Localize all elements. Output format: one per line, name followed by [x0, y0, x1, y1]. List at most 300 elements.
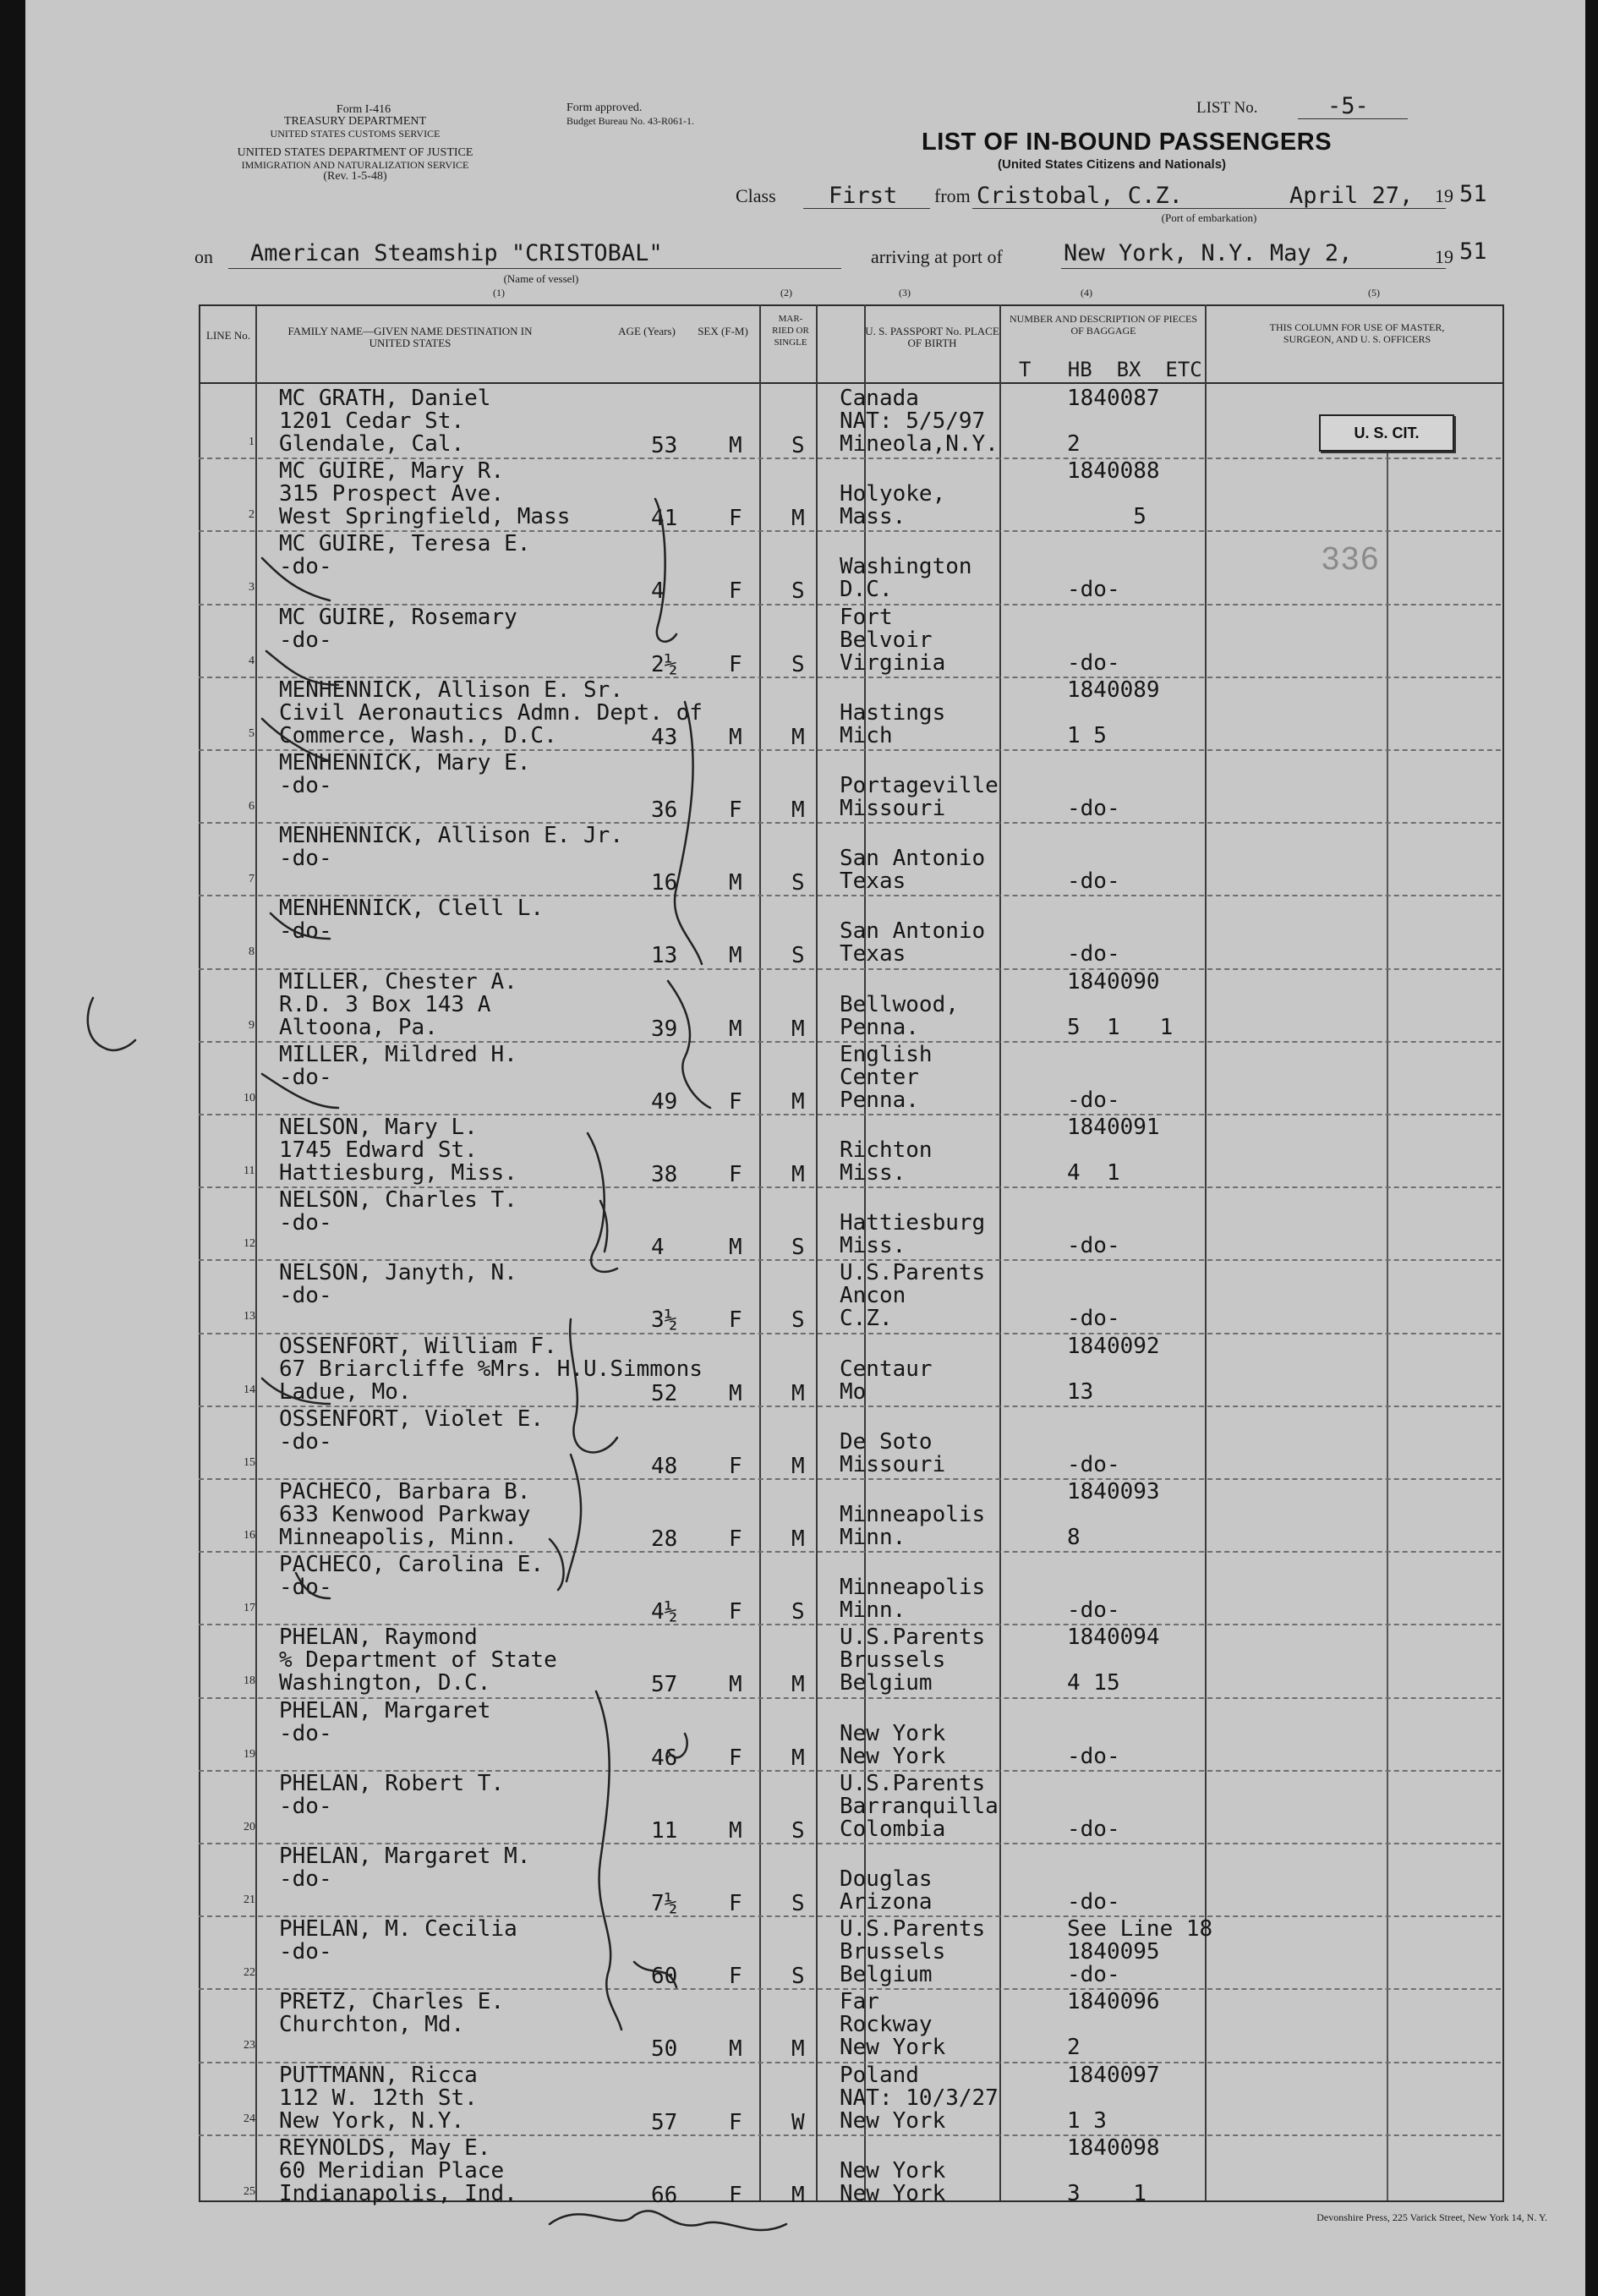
passenger-age: 50: [651, 2036, 678, 2063]
passenger-name-line: -do-: [279, 1575, 332, 1601]
passenger-age: 53: [651, 433, 678, 458]
passenger-name-line: 315 Prospect Ave.: [279, 481, 505, 507]
passenger-name-line: R.D. 3 Box 143 A: [279, 991, 491, 1017]
passenger-sex: F: [729, 1088, 742, 1115]
birthplace-line: NAT: 5/5/97: [840, 408, 986, 434]
passenger-age: 36: [651, 797, 678, 823]
birthplace-line: Penna.: [840, 1087, 919, 1113]
marital-status: S: [791, 1235, 805, 1261]
col-header-passport: U. S. PASSPORT No. PLACE OF BIRTH: [865, 325, 999, 349]
birthplace-line: Texas: [840, 869, 906, 895]
birthplace-line: Belgium: [840, 1962, 933, 1988]
baggage-line: -do-: [1067, 1451, 1120, 1477]
passenger-name-line: Minneapolis, Minn.: [279, 1525, 517, 1550]
birthplace-line: Brussels: [840, 1647, 946, 1674]
birthplace-line: U.S.Parents: [840, 1260, 986, 1286]
passenger-name-line: NELSON, Janyth, N.: [279, 1260, 517, 1286]
birthplace-line: NAT: 10/3/27: [840, 2085, 999, 2111]
passenger-name-line: Ladue, Mo.: [279, 1378, 412, 1405]
col-header-sex: SEX (F-M): [698, 325, 748, 337]
col-header-age: AGE (Years): [618, 325, 676, 337]
baggage-line: 1840098: [1067, 2134, 1160, 2161]
line-number: 13: [244, 1310, 255, 1323]
passenger-name-line: New York, N.Y.: [279, 2107, 465, 2134]
baggage-line: -do-: [1067, 577, 1120, 603]
ins-service: IMMIGRATION AND NATURALIZATION SERVICE: [241, 159, 469, 171]
passenger-age: 13: [651, 943, 678, 969]
revision: (Rev. 1-5-48): [323, 170, 387, 183]
birthplace-line: U.S.Parents: [840, 1770, 986, 1796]
marital-status: S: [791, 1891, 805, 1916]
passenger-age: 3½: [651, 1307, 678, 1334]
birthplace-line: Missouri: [840, 1451, 946, 1477]
passenger-sex: M: [729, 2036, 742, 2063]
passenger-name-line: West Springfield, Mass: [279, 504, 571, 530]
marital-status: S: [791, 1817, 805, 1844]
birthplace-line: Rockway: [840, 2012, 933, 2038]
baggage-line: 5 1 1: [1067, 1014, 1174, 1040]
document-subtitle: (United States Citizens and Nationals): [998, 157, 1227, 172]
justice-dept: UNITED STATES DEPARTMENT OF JUSTICE: [237, 146, 473, 159]
baggage-line: 1840088: [1067, 458, 1160, 485]
passenger-name-line: OSSENFORT, William F.: [279, 1333, 557, 1359]
birthplace-line: New York: [840, 2107, 946, 2134]
birthplace-line: C.Z.: [840, 1306, 893, 1332]
stamp-text: U. S. CIT.: [1354, 424, 1420, 441]
col-num-5: (5): [1368, 287, 1380, 299]
baggage-line: 4 1: [1067, 1160, 1120, 1186]
passenger-name-line: Churchton, Md.: [279, 2012, 465, 2038]
birthplace-line: Washington: [840, 554, 972, 580]
baggage-line: See Line 18: [1067, 1916, 1213, 1943]
passenger-age: 2½: [651, 651, 678, 677]
passenger-sex: F: [729, 506, 742, 532]
passenger-name-line: PHELAN, Margaret: [279, 1697, 491, 1723]
line-number: 18: [244, 1674, 255, 1688]
passenger-name-line: PHELAN, Raymond: [279, 1625, 478, 1651]
passenger-name-line: 1745 Edward St.: [279, 1137, 478, 1163]
passenger-name-line: PRETZ, Charles E.: [279, 1989, 505, 2015]
line-number: 24: [244, 2112, 255, 2125]
birthplace-line: Colombia: [840, 1816, 946, 1842]
passenger-name-line: NELSON, Charles T.: [279, 1187, 517, 1214]
marital-status: M: [791, 1453, 805, 1479]
form-approved: Form approved.: [566, 101, 643, 114]
line-number: 12: [244, 1237, 255, 1251]
birthplace-line: Mass.: [840, 504, 906, 530]
baggage-line: 1840094: [1067, 1625, 1160, 1651]
passenger-name-line: -do-: [279, 1939, 332, 1965]
passenger-name-line: PHELAN, M. Cecilia: [279, 1916, 517, 1943]
passenger-name-line: NELSON, Mary L.: [279, 1115, 478, 1140]
marital-status: S: [791, 578, 805, 605]
birthplace-line: Canada: [840, 386, 919, 411]
passenger-age: 57: [651, 1672, 678, 1698]
passenger-name-line: 112 W. 12th St.: [279, 2085, 478, 2111]
birthplace-line: Barranquilla: [840, 1793, 999, 1819]
marital-status: S: [791, 943, 805, 969]
line-number: 22: [244, 1966, 255, 1980]
passenger-sex: F: [729, 1307, 742, 1334]
marital-status: S: [791, 433, 805, 458]
passenger-name-line: -do-: [279, 773, 332, 798]
passenger-name-line: -do-: [279, 846, 332, 872]
passenger-name-line: PUTTMANN, Ricca: [279, 2062, 478, 2088]
passenger-age: 43: [651, 724, 678, 750]
birthplace-line: Center: [840, 1064, 919, 1090]
class-label: Class: [736, 185, 776, 206]
passenger-age: 49: [651, 1088, 678, 1115]
birthplace-line: Fort: [840, 604, 893, 630]
passenger-age: 60: [651, 1964, 678, 1990]
embark-date: April 27,: [1289, 183, 1414, 209]
line-number: 9: [249, 1018, 254, 1032]
vessel-label: (Name of vessel): [503, 272, 579, 285]
baggage-line: -do-: [1067, 1816, 1120, 1842]
passenger-name-line: MENHENNICK, Mary E.: [279, 750, 531, 775]
marital-status: M: [791, 1380, 805, 1406]
passenger-sex: M: [729, 433, 742, 458]
passenger-sex: M: [729, 1380, 742, 1406]
passenger-age: 4½: [651, 1599, 678, 1625]
marital-status: M: [791, 1162, 805, 1187]
birthplace-line: New York: [840, 2180, 946, 2206]
line-number: 14: [244, 1383, 255, 1396]
line-number: 11: [244, 1164, 255, 1177]
passenger-name-line: PHELAN, Robert T.: [279, 1770, 505, 1796]
passenger-name-line: Indianapolis, Ind.: [279, 2180, 517, 2206]
passenger-name-line: Civil Aeronautics Admn. Dept. of: [279, 699, 703, 726]
baggage-line: -do-: [1067, 1962, 1120, 1988]
col-header-married: MAR-RIED OR SINGLE: [772, 314, 809, 348]
baggage-line: 1840091: [1067, 1115, 1160, 1140]
list-no-label: LIST No.: [1196, 99, 1258, 117]
marital-status: M: [791, 1016, 805, 1042]
passenger-name-line: -do-: [279, 554, 332, 580]
arriving-label: arriving at port of: [871, 246, 1003, 267]
birthplace-line: San Antonio: [840, 918, 986, 945]
line-number: 2: [249, 508, 254, 522]
passenger-age: 16: [651, 870, 678, 896]
treasury-dept: TREASURY DEPARTMENT: [283, 115, 427, 128]
baggage-line: -do-: [1067, 1233, 1120, 1259]
birthplace-line: Belgium: [840, 1670, 933, 1696]
line-number: 15: [244, 1455, 255, 1469]
baggage-line: 1840089: [1067, 677, 1160, 703]
marital-status: M: [791, 2036, 805, 2063]
passenger-sex: F: [729, 797, 742, 823]
baggage-line: 2: [1067, 2035, 1081, 2061]
passenger-sex: M: [729, 1016, 742, 1042]
passenger-name-line: OSSENFORT, Violet E.: [279, 1406, 545, 1432]
line-number: 8: [249, 945, 254, 959]
line-number: 4: [249, 654, 254, 667]
col-header-officers: THIS COLUMN FOR USE OF MASTER, SURGEON, AND U. S. OFFICERS: [1269, 321, 1445, 345]
col-num-3: (3): [899, 287, 911, 299]
passenger-name-line: -do-: [279, 1720, 332, 1746]
passenger-name-line: 67 Briarcliffe %Mrs. H.U.Simmons: [279, 1356, 703, 1382]
marital-status: S: [791, 651, 805, 677]
birthplace-line: De Soto: [840, 1428, 933, 1455]
birthplace-line: Portageville: [840, 773, 999, 798]
baggage-line: -do-: [1067, 1597, 1120, 1624]
line-number: 1: [249, 436, 254, 448]
baggage-line: 3 1: [1067, 2180, 1147, 2206]
passenger-age: 66: [651, 2182, 678, 2208]
passenger-name-line: -do-: [279, 1283, 332, 1309]
line-number: 19: [244, 1747, 255, 1761]
passenger-name-line: MC GUIRE, Teresa E.: [279, 531, 531, 557]
passenger-name-line: Altoona, Pa.: [279, 1014, 438, 1040]
embark-label: (Port of embarkation): [1161, 211, 1257, 224]
passenger-age: 48: [651, 1453, 678, 1479]
list-no-value: -5-: [1327, 93, 1369, 119]
passenger-sex: F: [729, 1745, 742, 1771]
col-header-baggage-sub: T HB BX ETC: [1019, 358, 1202, 381]
handwritten-mark-icon: [25, 0, 1585, 2296]
birthplace-line: Texas: [840, 941, 906, 967]
printer-credit: Devonshire Press, 225 Varick Street, New York 14, N. Y.: [1316, 2211, 1547, 2223]
passenger-name-line: -do-: [279, 1793, 332, 1819]
passenger-sex: M: [729, 943, 742, 969]
passenger-age: 7½: [651, 1891, 678, 1916]
baggage-line: 5: [1067, 504, 1147, 530]
birthplace-line: Bellwood,: [840, 991, 959, 1017]
passenger-age: 41: [651, 506, 678, 532]
baggage-line: -do-: [1067, 1306, 1120, 1332]
marital-status: M: [791, 724, 805, 750]
passenger-sex: F: [729, 578, 742, 605]
baggage-line: -do-: [1067, 796, 1120, 821]
passenger-age: 38: [651, 1162, 678, 1187]
birthplace-line: Mich: [840, 722, 893, 748]
birthplace-line: Ancon: [840, 1283, 906, 1309]
birthplace-line: Richton: [840, 1137, 933, 1163]
marital-status: S: [791, 1964, 805, 1990]
birthplace-line: Arizona: [840, 1889, 933, 1915]
passenger-name-line: REYNOLDS, May E.: [279, 2134, 491, 2161]
on-label: on: [194, 246, 213, 267]
baggage-line: -do-: [1067, 1087, 1120, 1113]
embark-year: 51: [1459, 181, 1487, 207]
birthplace-line: Mineola,N.Y.: [840, 431, 999, 457]
passenger-age: 4: [651, 578, 665, 605]
birthplace-line: Minneapolis: [840, 1502, 986, 1527]
passenger-name-line: Washington, D.C.: [279, 1670, 491, 1696]
passenger-name-line: -do-: [279, 1064, 332, 1090]
passenger-age: 28: [651, 1526, 678, 1552]
birthplace-line: English: [840, 1041, 933, 1067]
passenger-age: 46: [651, 1745, 678, 1771]
passenger-sex: F: [729, 1964, 742, 1990]
baggage-line: 1840093: [1067, 1479, 1160, 1504]
passenger-sex: F: [729, 2109, 742, 2135]
birthplace-line: Miss.: [840, 1233, 906, 1259]
year-prefix-1: 19: [1435, 185, 1453, 206]
birthplace-line: D.C.: [840, 577, 893, 603]
baggage-line: 1 5: [1067, 722, 1107, 748]
passenger-age: 52: [651, 1380, 678, 1406]
line-number: 20: [244, 1820, 255, 1833]
birthplace-line: San Antonio: [840, 846, 986, 872]
passenger-age: 4: [651, 1235, 665, 1261]
line-number: 16: [244, 1529, 255, 1542]
col-num-4: (4): [1081, 287, 1092, 299]
marital-status: M: [791, 506, 805, 532]
birthplace-line: Minn.: [840, 1525, 906, 1550]
birthplace-line: Hattiesburg: [840, 1210, 986, 1236]
passenger-name-line: MC GUIRE, Mary R.: [279, 458, 505, 485]
passenger-name-line: PACHECO, Carolina E.: [279, 1552, 545, 1578]
line-number: 3: [249, 581, 254, 595]
baggage-line: -do-: [1067, 1743, 1120, 1769]
passenger-name-line: MILLER, Mildred H.: [279, 1041, 517, 1067]
passenger-name-line: % Department of State: [279, 1647, 557, 1674]
passenger-name-line: MC GUIRE, Rosemary: [279, 604, 517, 630]
line-number: 7: [249, 873, 254, 886]
col-num-1: (1): [493, 287, 505, 299]
passenger-name-line: Hattiesburg, Miss.: [279, 1160, 517, 1186]
passenger-sex: F: [729, 1453, 742, 1479]
passenger-name-line: -do-: [279, 918, 332, 945]
col-header-baggage: NUMBER AND DESCRIPTION OF PIECES OF BAGGAGE: [1009, 313, 1198, 337]
passenger-name-line: PACHECO, Barbara B.: [279, 1479, 531, 1504]
passenger-sex: F: [729, 2182, 742, 2208]
passenger-name-line: 1201 Cedar St.: [279, 408, 465, 434]
document-title: LIST OF IN-BOUND PASSENGERS: [922, 129, 1333, 156]
passenger-age: 57: [651, 2109, 678, 2135]
budget-bureau: Budget Bureau No. 43-R061-1.: [566, 115, 694, 127]
passenger-sex: F: [729, 1891, 742, 1916]
passenger-sex: M: [729, 724, 742, 750]
baggage-line: 1840096: [1067, 1989, 1160, 2015]
birthplace-line: Far: [840, 1989, 879, 2015]
passenger-sex: F: [729, 1162, 742, 1187]
vessel-name: American Steamship "CRISTOBAL": [250, 240, 663, 266]
arrival-year: 51: [1459, 238, 1487, 265]
baggage-line: 8: [1067, 1525, 1081, 1550]
col-header-name: FAMILY NAME—GIVEN NAME DESTINATION IN UNITED STATES: [287, 325, 533, 349]
line-number: 25: [244, 2184, 255, 2198]
birthplace-line: Centaur: [840, 1356, 933, 1382]
passenger-name-line: -do-: [279, 1866, 332, 1892]
line-number: 10: [244, 1091, 255, 1104]
birthplace-line: U.S.Parents: [840, 1916, 986, 1943]
baggage-line: 1840087: [1067, 386, 1160, 411]
passenger-sex: M: [729, 1672, 742, 1698]
birthplace-line: Hastings: [840, 699, 946, 726]
passenger-name-line: Commerce, Wash., D.C.: [279, 722, 557, 748]
birthplace-line: New York: [840, 1720, 946, 1746]
marital-status: W: [791, 2109, 805, 2135]
birthplace-line: Holyoke,: [840, 481, 946, 507]
birthplace-line: Belvoir: [840, 627, 933, 653]
birthplace-line: New York: [840, 1743, 946, 1769]
birthplace-line: Minn.: [840, 1597, 906, 1624]
baggage-line: 1840090: [1067, 968, 1160, 995]
baggage-line: 1 3: [1067, 2107, 1107, 2134]
birthplace-line: Mo: [840, 1378, 867, 1405]
birthplace-line: New York: [840, 2035, 946, 2061]
marital-status: M: [791, 2182, 805, 2208]
passenger-name-line: MENHENNICK, Clell L.: [279, 896, 545, 922]
marital-status: S: [791, 1599, 805, 1625]
passenger-sex: M: [729, 1235, 742, 1261]
baggage-line: 1840092: [1067, 1333, 1160, 1359]
baggage-line: -do-: [1067, 941, 1120, 967]
passenger-sex: F: [729, 1599, 742, 1625]
line-number: 21: [244, 1893, 255, 1906]
baggage-line: 13: [1067, 1378, 1094, 1405]
passenger-name-line: -do-: [279, 1210, 332, 1236]
marital-status: S: [791, 870, 805, 896]
class-value: First: [829, 183, 898, 209]
passenger-name-line: MENHENNICK, Allison E. Sr.: [279, 677, 623, 703]
col-num-2: (2): [780, 287, 792, 299]
birthplace-line: New York: [840, 2157, 946, 2184]
passenger-sex: M: [729, 870, 742, 896]
arrival-port: New York, N.Y. May 2,: [1064, 240, 1353, 266]
passenger-sex: F: [729, 1526, 742, 1552]
passenger-name-line: 60 Meridian Place: [279, 2157, 505, 2184]
birthplace-line: Missouri: [840, 796, 946, 821]
passenger-name-line: MC GRATH, Daniel: [279, 386, 491, 411]
stamp-number: 336: [1322, 541, 1381, 577]
embark-port: Cristobal, C.Z.: [977, 183, 1183, 209]
marital-status: M: [791, 797, 805, 823]
marital-status: M: [791, 1526, 805, 1552]
marital-status: M: [791, 1745, 805, 1771]
birthplace-line: Poland: [840, 2062, 919, 2088]
line-number: 6: [249, 800, 254, 813]
passenger-sex: F: [729, 651, 742, 677]
birthplace-line: Brussels: [840, 1939, 946, 1965]
baggage-line: 4 15: [1067, 1670, 1120, 1696]
from-label: from: [934, 185, 971, 206]
line-number: 23: [244, 2039, 255, 2052]
baggage-line: -do-: [1067, 1889, 1120, 1915]
line-number: 5: [249, 726, 254, 740]
marital-status: S: [791, 1307, 805, 1334]
baggage-line: -do-: [1067, 869, 1120, 895]
baggage-line: 1840097: [1067, 2062, 1160, 2088]
baggage-line: -do-: [1067, 649, 1120, 676]
passenger-name-line: PHELAN, Margaret M.: [279, 1844, 531, 1869]
baggage-line: 2: [1067, 431, 1081, 457]
passenger-name-line: -do-: [279, 627, 332, 653]
passenger-name-line: -do-: [279, 1428, 332, 1455]
passenger-name-line: Glendale, Cal.: [279, 431, 465, 457]
baggage-line: 1840095: [1067, 1939, 1160, 1965]
passenger-list-page: [25, 0, 1585, 2296]
passenger-age: 11: [651, 1817, 678, 1844]
passenger-name-line: MENHENNICK, Allison E. Jr.: [279, 823, 623, 849]
passenger-sex: M: [729, 1817, 742, 1844]
customs-service: UNITED STATES CUSTOMS SERVICE: [270, 128, 441, 140]
birthplace-line: Miss.: [840, 1160, 906, 1186]
birthplace-line: U.S.Parents: [840, 1625, 986, 1651]
birthplace-line: Virginia: [840, 649, 946, 676]
marital-status: M: [791, 1088, 805, 1115]
year-prefix-2: 19: [1435, 246, 1453, 267]
passenger-name-line: MILLER, Chester A.: [279, 968, 517, 995]
passenger-age: 39: [651, 1016, 678, 1042]
col-header-line: LINE No.: [206, 329, 250, 342]
birthplace-line: Minneapolis: [840, 1575, 986, 1601]
form-number: Form I-416: [336, 103, 391, 116]
birthplace-line: Douglas: [840, 1866, 933, 1892]
marital-status: M: [791, 1672, 805, 1698]
